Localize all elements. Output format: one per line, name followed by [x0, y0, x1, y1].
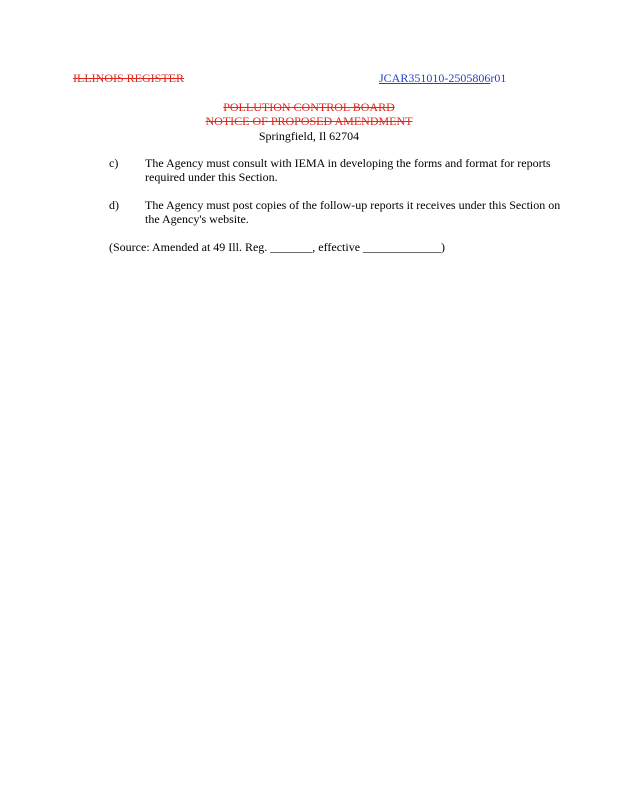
- item-d-text: The Agency must post copies of the follow-up reports it receives under this Section on the Agency's website.: [145, 198, 561, 226]
- jcar-code-suffix: r01: [490, 71, 507, 85]
- notice-title-line: [0, 114, 618, 129]
- illinois-register-header: ILLINOIS REGISTER: [73, 71, 184, 85]
- item-c-label: c): [109, 156, 119, 170]
- item-c-text: The Agency must consult with IEMA in developing the forms and format for reports required under this Section.: [145, 156, 551, 184]
- notice-title: NOTICE OF PROPOSED AMENDMENT: [205, 114, 413, 128]
- board-title: POLLUTION CONTROL BOARD: [223, 100, 395, 114]
- item-d-label: d): [109, 198, 119, 212]
- location-line: [0, 129, 618, 144]
- source-note: (Source: Amended at 49 Ill. Reg. _______, effective _____________): [109, 240, 446, 254]
- board-title-line: [0, 100, 618, 115]
- jcar-code[interactable]: [379, 71, 506, 86]
- location-text: Springfield, Il 62704: [258, 129, 360, 143]
- jcar-code-link[interactable]: JCAR351010-2505806: [379, 71, 491, 85]
